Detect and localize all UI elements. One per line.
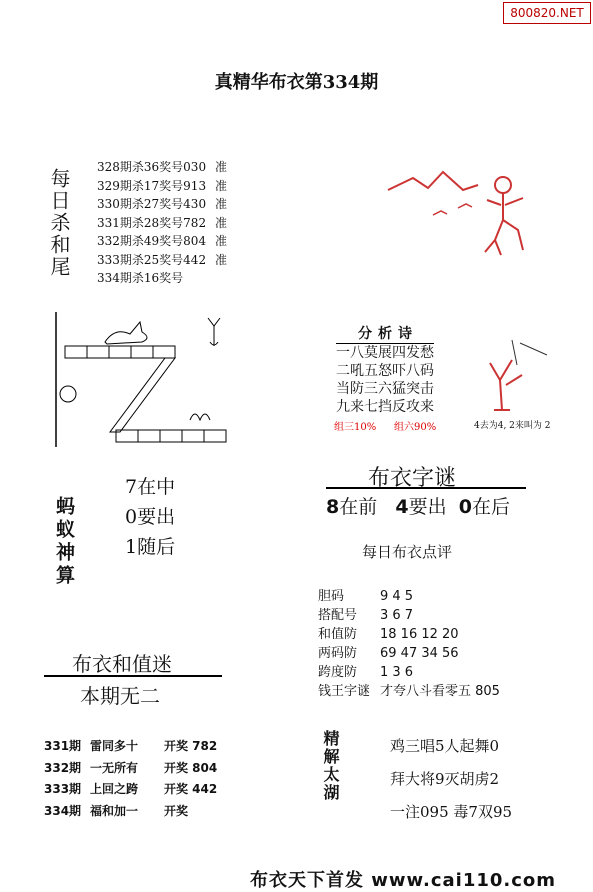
divider [44,675,222,677]
ant-line: 7在中 [125,476,176,498]
poem-line: 二吼五怒吓八码 [336,363,434,379]
list-item: 328期杀36奖号030 准 [97,160,228,174]
list-item: 329期杀17奖号913 准 [97,178,228,193]
ant-line: 1随后 [125,536,176,558]
page-title: 真精华布衣第334期 [214,72,379,93]
riddle-num: 0 [458,496,472,518]
list-item: 332期杀49奖号804 准 [97,234,228,248]
ant-line: 0要出 [125,506,176,528]
table-row: 334期 福和加一 开奖 [44,803,189,818]
analysis-heading: 分析诗 [336,325,434,344]
riddle-title: 布衣字谜 [368,466,457,491]
poem-line: 当防三六猛突击 [336,381,434,397]
riddle-num: 4 [395,496,409,518]
sum-riddle-title: 布衣和值迷 [72,652,172,676]
poem-line: 一八莫展四发愁 [336,345,434,361]
riddle-text: 在前 [339,496,378,518]
list-item: 钱王字谜 才夸八斗看零五 805 [318,684,500,699]
riddle-text: 在后 [471,496,510,518]
daily-comment: 每日布衣点评 [362,543,453,561]
stats-list [318,587,500,701]
table-row: 332期 一无所有 开奖 804 [44,760,218,775]
red-sketch-illustration [383,160,553,260]
red-tree-sketch [472,335,552,415]
list-item: 334期杀16奖号 [97,271,184,285]
list-item: 跨度防 1 3 6 [318,665,414,680]
essence-lines [390,730,512,829]
list-item: 331期杀28奖号782 准 [97,215,228,230]
tree-note: 4去为4, 2来叫为 2 [474,421,551,431]
daily-kill-list [97,158,235,288]
period-list [44,736,217,822]
ant-calc-lines [125,472,175,562]
group3-percent: 组三10% [334,422,377,433]
z-shape-illustration [50,312,235,447]
essence-heading: 精解太湖 [321,730,340,802]
riddle-num: 8 [326,496,340,518]
list-item: 胆码 9 4 5 [318,589,414,604]
riddle-line [326,492,510,519]
list-item: 330期杀27奖号430 准 [97,197,228,211]
group6-percent: 组六90% [394,422,437,433]
ant-calc-heading: 蚂蚁神算 [53,496,75,588]
essence-line: 拜大将9灭胡虏2 [390,770,500,788]
list-item: 两码防 69 47 34 56 [318,646,459,661]
essence-line: 一注095 毒7双95 [390,803,513,821]
list-item: 333期杀25奖号442 准 [97,252,228,267]
list-item: 和值防 18 16 12 20 [318,627,459,642]
divider [326,487,526,489]
analysis-poem [336,325,434,416]
table-row: 333期 上回之跨 开奖 442 [44,782,218,796]
essence-line: 鸡三唱5人起舞0 [390,737,500,755]
riddle-text: 要出 [408,496,447,518]
site-badge[interactable]: 800820.NET [503,2,591,24]
footer-link[interactable]: 布衣天下首发 www.cai110.com [250,870,557,891]
list-item: 搭配号 3 6 7 [318,608,414,623]
daily-kill-heading: 每日杀和尾 [47,168,71,278]
poem-line: 九来七挡反攻来 [336,399,434,415]
table-row: 331期 雷同多十 开奖 782 [44,739,218,753]
sum-riddle-current: 本期无二 [80,684,160,708]
